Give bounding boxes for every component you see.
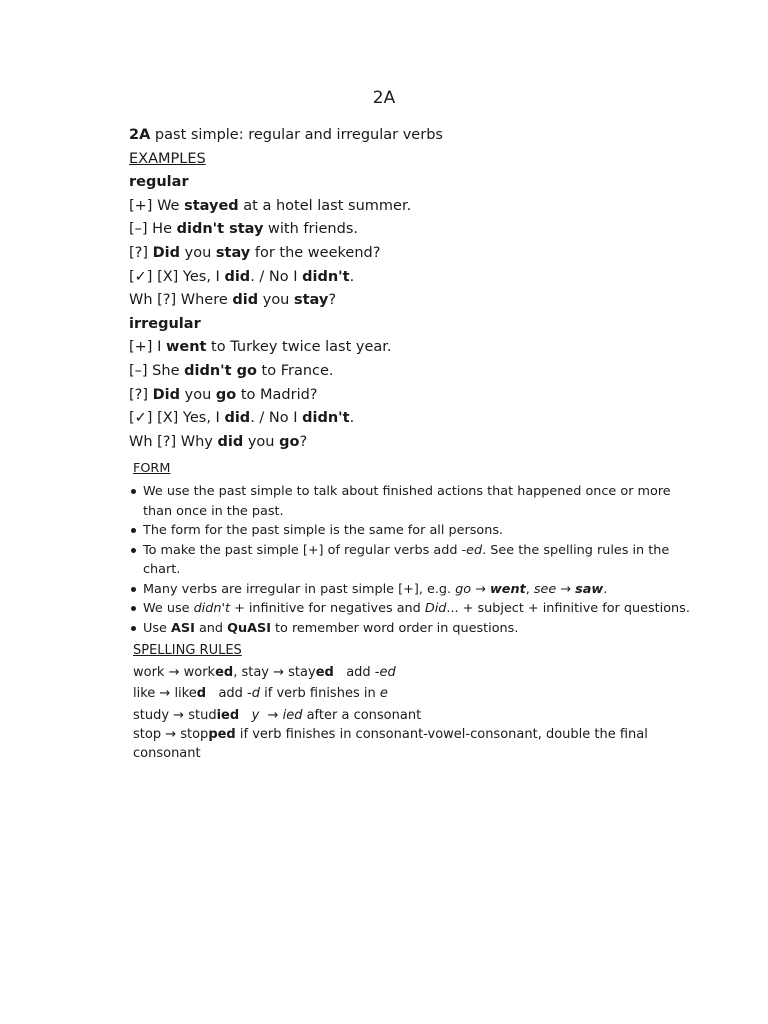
form-bullet: The form for the past simple is the same for all persons. bbox=[133, 521, 693, 541]
form-bullet: We use didn't + infinitive for negatives and Did... + subject + infinitive for questions. bbox=[133, 599, 693, 619]
example-line: [+] We stayed at a hotel last summer. bbox=[129, 197, 412, 214]
example-line: Wh [?] Why did you go? bbox=[129, 433, 308, 450]
spelling-rule: study → studied y → ied after a consonant bbox=[133, 707, 422, 723]
example-line: [+] I went to Turkey twice last year. bbox=[129, 339, 392, 356]
spelling-rule: stop → stopped if verb finishes in consonant-vowel-consonant, double the final consonant bbox=[133, 727, 648, 761]
form-section bbox=[133, 460, 693, 638]
form-bullet: Many verbs are irregular in past simple [+], e.g. go → went, see → saw. bbox=[133, 580, 693, 600]
irregular-label: irregular bbox=[129, 315, 201, 332]
form-label: FORM bbox=[133, 461, 171, 476]
example-line: [?] Did you stay for the weekend? bbox=[129, 244, 381, 261]
example-line: [✓] [X] Yes, I did. / No I didn't. bbox=[129, 268, 355, 285]
example-line: [?] Did you go to Madrid? bbox=[129, 386, 318, 403]
examples-label: EXAMPLES bbox=[129, 150, 206, 167]
form-bullet: To make the past simple [+] of regular verbs add -ed. See the spelling rules in the chart. bbox=[133, 541, 693, 580]
example-line: [–] She didn't go to France. bbox=[129, 362, 334, 379]
example-line: Wh [?] Where did you stay? bbox=[129, 292, 337, 309]
spelling-section bbox=[133, 640, 693, 763]
regular-label: regular bbox=[129, 174, 189, 191]
example-line: [–] He didn't stay with friends. bbox=[129, 221, 358, 238]
form-bullet-list bbox=[133, 482, 693, 638]
form-bullet: We use the past simple to talk about finished actions that happened once or more than once in the past. bbox=[133, 482, 693, 521]
form-bullet: Use ASI and QuASI to remember word order in questions. bbox=[133, 619, 693, 639]
spelling-rule: work → worked, stay → stayed add -ed bbox=[133, 664, 396, 680]
example-line: [✓] [X] Yes, I did. / No I didn't. bbox=[129, 410, 355, 427]
spelling-label: SPELLING RULES bbox=[133, 643, 242, 658]
section-title: 2A past simple: regular and irregular verbs bbox=[129, 127, 443, 143]
examples-section bbox=[129, 124, 443, 454]
page-heading: 2A bbox=[372, 88, 396, 108]
spelling-rule: like → liked add -d if verb finishes in e bbox=[133, 686, 388, 702]
